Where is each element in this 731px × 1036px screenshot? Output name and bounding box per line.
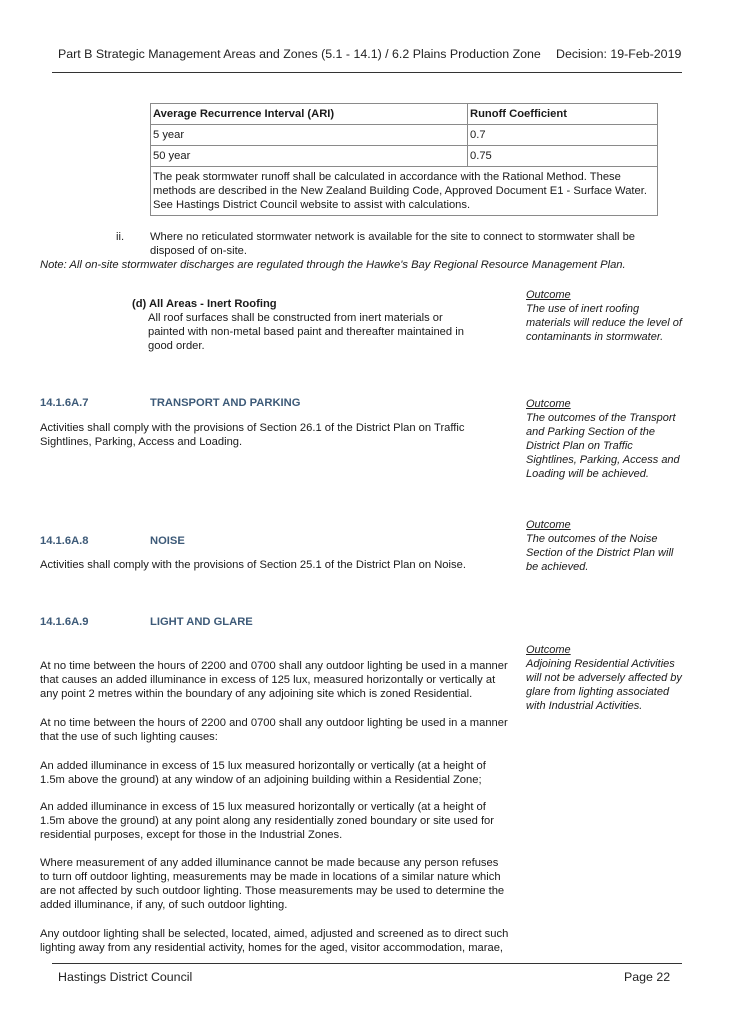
header-title: Part B Strategic Management Areas and Zones (5.1 - 14.1) / 6.2 Plains Production Zone (58, 47, 541, 61)
ari-table (150, 103, 658, 216)
outcome-text: The use of inert roofing materials will reduce the level of contaminants in stormwater. (526, 303, 682, 343)
transport-text: Activities shall comply with the provisions of Section 26.1 of the District Plan on Traffic Sightlines, Parking, Access and Loading. (40, 422, 465, 448)
table-cell: 0.75 (468, 146, 658, 167)
outcome-text: The outcomes of the Transport and Parking Section of the District Plan on Traffic Sightlines, Parking, Access and Loading will be achieved. (526, 412, 680, 480)
table-header-cell: Runoff Coefficient (468, 104, 658, 125)
section-number-noise: 14.1.6A.8 (40, 535, 89, 547)
light-paragraph: Any outdoor lighting shall be selected, located, aimed, adjusted and screened as to direct such lighting away from any residential activity, homes for the aged, visitor accommodation, marae, (40, 928, 509, 954)
outcome-label: Outcome (526, 398, 571, 410)
table-cell: 5 year (151, 125, 468, 146)
light-paragraph: At no time between the hours of 2200 and 0700 shall any outdoor lighting be used in a manner that causes an added illuminance in excess of 125 lux, measured horizontally or vertically at any point 2 metres within the boundary of any adjoining site which is zoned Residential. (40, 660, 508, 700)
outcome-label: Outcome (526, 644, 571, 656)
table-row (151, 125, 658, 146)
regulation-note: Note: All on-site stormwater discharges are regulated through the Hawke's Bay Regional Resource Management Plan. (40, 259, 626, 271)
inert-roofing-outcome (526, 288, 686, 344)
inert-roofing-heading: (d) All Areas - Inert Roofing (132, 298, 277, 310)
outcome-label: Outcome (526, 289, 571, 301)
footer-rule (52, 963, 682, 964)
transport-outcome (526, 397, 686, 481)
header-decision-date: Decision: 19-Feb-2019 (556, 47, 682, 61)
noise-outcome (526, 518, 686, 574)
footer-page-number: Page 22 (624, 970, 671, 984)
table-header-row (151, 104, 658, 125)
section-title-light: LIGHT AND GLARE (150, 616, 253, 628)
outcome-text: Adjoining Residential Activities will not be adversely affected by glare from lighting associated with Industrial Activities. (526, 658, 682, 712)
section-title-noise: NOISE (150, 535, 185, 547)
footer-council-name: Hastings District Council (58, 970, 193, 984)
light-paragraph: At no time between the hours of 2200 and 0700 shall any outdoor lighting be used in a manner that the use of such lighting causes: (40, 717, 508, 743)
header-rule (52, 72, 682, 73)
outcome-text: The outcomes of the Noise Section of the District Plan will be achieved. (526, 533, 674, 573)
section-title-transport: TRANSPORT AND PARKING (150, 397, 301, 409)
inert-roofing-text: All roof surfaces shall be constructed from inert materials or painted with non-metal based paint and thereafter maintained in good order. (148, 312, 464, 352)
table-row (151, 167, 658, 216)
list-item-text: Where no reticulated stormwater network is available for the site to connect to stormwater shall be disposed of on-site. (150, 231, 636, 257)
list-item-number: ii. (116, 231, 125, 243)
noise-text: Activities shall comply with the provisions of Section 25.1 of the District Plan on Noise. (40, 559, 466, 571)
light-outcome (526, 643, 686, 713)
table-footnote-cell: The peak stormwater runoff shall be calculated in accordance with the Rational Method. These methods are described in the New Zealand Building Code, Approved Document E1 - Surface Water. See Hastings District Council website to assist with calculations. (151, 167, 658, 216)
table-header-cell: Average Recurrence Interval (ARI) (151, 104, 468, 125)
table-row (151, 146, 658, 167)
table-cell: 50 year (151, 146, 468, 167)
section-number-light: 14.1.6A.9 (40, 616, 89, 628)
table-cell: 0.7 (468, 125, 658, 146)
outcome-label: Outcome (526, 519, 571, 531)
section-number-transport: 14.1.6A.7 (40, 397, 89, 409)
light-paragraph: An added illuminance in excess of 15 lux measured horizontally or vertically (at a height of 1.5m above the ground) at any point along any residentially zoned boundary or site used for residential purposes, except for those in the Industrial Zones. (40, 801, 495, 841)
light-paragraph: Where measurement of any added illuminance cannot be made because any person refuses to turn off outdoor lighting, measurements may be made in locations of a similar nature which are not affected by such outdoor lighting. Those measurements may be used to determine the added illuminance, if any, of such outdoor lighting. (40, 857, 505, 911)
light-paragraph: An added illuminance in excess of 15 lux measured horizontally or vertically (at a height of 1.5m above the ground) at any window of an adjoining building within a Residential Zone; (40, 760, 486, 786)
